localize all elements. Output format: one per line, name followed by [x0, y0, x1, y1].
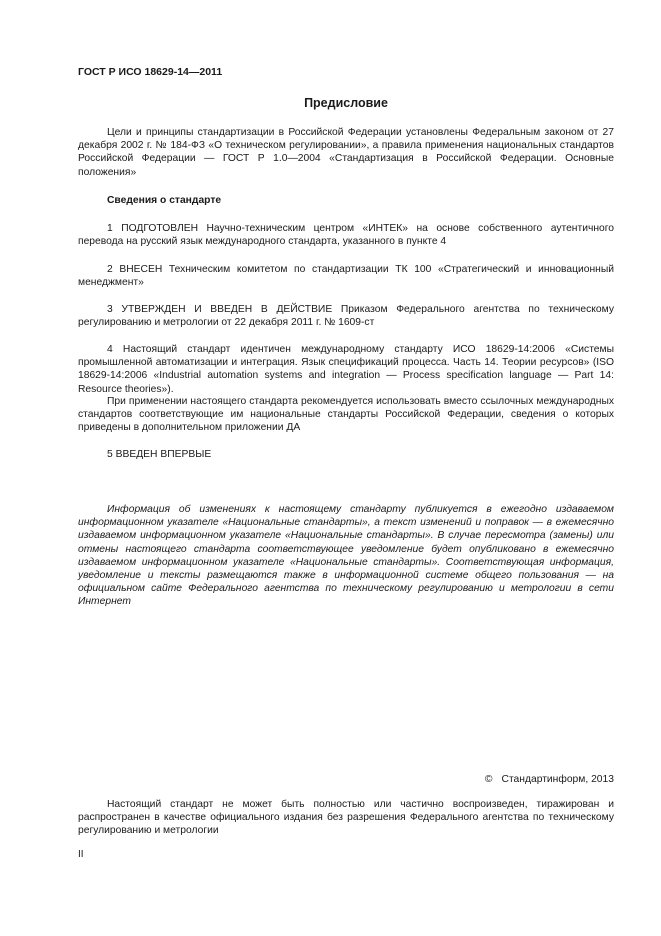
page-title: Предисловие — [304, 96, 388, 110]
item-3-paragraph: 3 УТВЕРЖДЕН И ВВЕДЕН В ДЕЙСТВИЕ Приказом Федерального агентства по техническому регулированию и метрологии от 22 декабря 2011 г. № 1609-ст — [78, 304, 614, 329]
page-number: II — [78, 849, 84, 860]
standard-info-subheading: Сведения о стандарте — [107, 195, 222, 206]
info-notice-paragraph: Информация об изменениях к настоящему стандарту публикуется в ежегодно издаваемом информационном указателе «Национальные стандарты», а текст изменений и поправок — в ежемесячно издаваемом информационном указателе «Национальные стандарты». В случае пересмотра (замены) или отмены настоящего стандарта соответствующее уведомление будет опубликовано в ежемесячно издаваемом информационном указателе «Национальные стандарты». Соответствующая информация, уведомление и тексты размещаются также в информационной системе общего пользования — на официальном сайте Федерального агентства по техническому регулированию и метрологии в сети Интернет — [78, 504, 614, 608]
copyright-text: Стандартинформ, 2013 — [501, 774, 614, 785]
copyright-symbol: © — [484, 774, 493, 785]
document-number-header: ГОСТ Р ИСО 18629-14—2011 — [78, 66, 223, 78]
intro-paragraph: Цели и принципы стандартизации в Российской Федерации установлены Федеральным законом от 27 декабря 2002 г. № 184-ФЗ «О техническом регулировании», а правила применения национальных стандартов Российской Федерации — ГОСТ Р 1.0—2004 «Стандартизация в Российской Федерации. Основные положения» — [78, 127, 614, 178]
item-2-paragraph: 2 ВНЕСЕН Техническим комитетом по стандартизации ТК 100 «Стратегический и инновационный менеджмент» — [78, 264, 614, 289]
reproduction-notice-paragraph: Настоящий стандарт не может быть полностью или частично воспроизведен, тиражирован и распространен в качестве официального издания без разрешения Федерального агентства по техническому регулированию и метрологии — [78, 799, 614, 837]
item-4-note-paragraph: При применении настоящего стандарта рекомендуется использовать вместо ссылочных международных стандартов соответствующие им национальные стандарты Российской Федерации, сведения о которых приведены в дополнительном приложении ДА — [78, 396, 614, 434]
item-4-paragraph: 4 Настоящий стандарт идентичен международному стандарту ИСО 18629-14:2006 «Системы промышленной автоматизации и интеграция. Язык спецификаций процесса. Часть 14. Теории ресурсов» (ISO 18629-14:2006 «Industrial automation systems and integration — Process specification language — Part 14: Resource theories»). — [78, 344, 614, 395]
copyright-line — [485, 773, 614, 786]
item-5-paragraph: 5 ВВЕДЕН ВПЕРВЫЕ — [107, 449, 212, 460]
item-1-paragraph: 1 ПОДГОТОВЛЕН Научно-техническим центром «ИНТЕК» на основе собственного аутентичного перевода на русский язык международного стандарта, указанного в пункте 4 — [78, 223, 614, 248]
